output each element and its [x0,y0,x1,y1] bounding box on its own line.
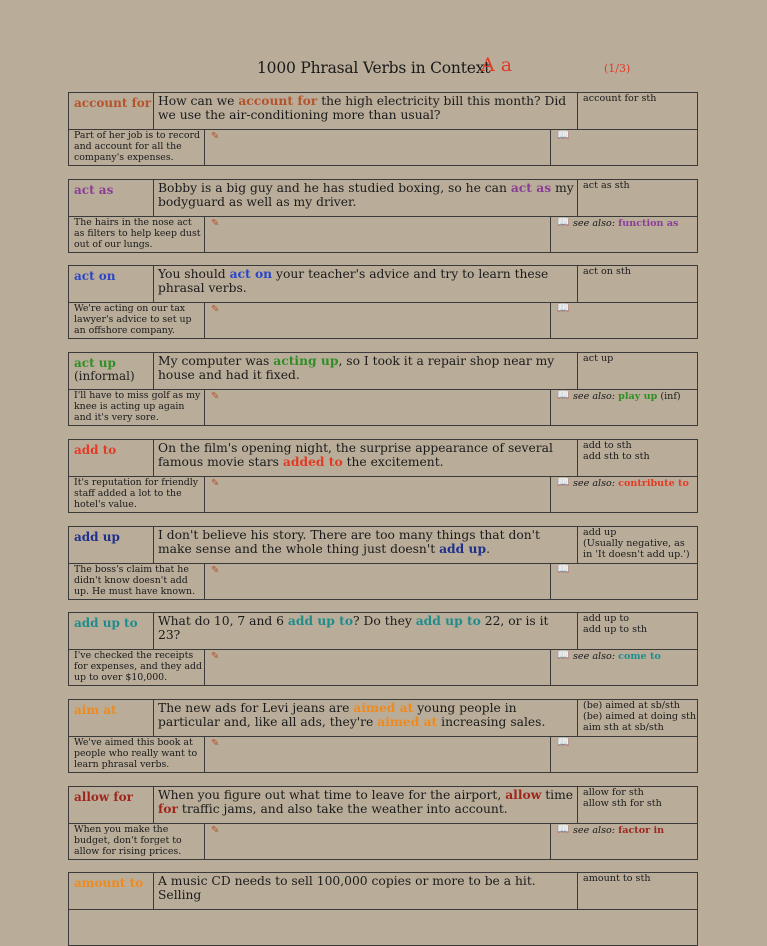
sentence-cell [154,180,578,216]
see-also-suffix: (inf) [657,391,681,402]
see-also-term[interactable]: contribute to [618,478,689,489]
pattern-line: account for sth [583,93,657,104]
register-note: (informal) [74,369,135,383]
entry-row [68,92,698,166]
page-title: 1000 Phrasal Verbs in Context [257,59,491,77]
pencil-icon: ✎ [211,825,220,836]
notes-cell[interactable] [205,650,551,685]
example2-cell [69,477,205,512]
example-sentence [158,701,574,729]
phrasal-verb: aim at [74,703,117,717]
pencil-icon: ✎ [211,738,220,749]
usage-pattern [583,613,697,635]
example2-cell [69,390,205,425]
notes-cell[interactable] [205,303,551,338]
sentence-cell [154,440,578,476]
usage-pattern [583,353,697,364]
example-sentence [158,614,574,642]
usage-pattern [583,440,697,462]
sentence-text: traffic jams, and also take the weather into account. [177,802,508,816]
pattern-line: allow sth for sth [583,798,662,809]
sentence-cell [154,93,578,129]
entry-sub-row [69,303,697,338]
pencil-icon: ✎ [211,131,220,142]
second-example: We're acting on our tax lawyer's advice to set up an offshore company. [74,303,192,336]
sentence-text: , so I took it a repair shop near my house and had it fixed. [158,354,555,382]
highlight-phrase: added to [282,454,343,469]
example2-cell [69,217,205,252]
entry-sub-row [69,564,697,599]
phrasal-verb: account for [74,96,152,110]
see-also-label: see also: [573,391,616,402]
see-also [573,391,681,402]
pattern-cell [578,527,697,563]
entry-sub-row [69,130,697,165]
entry-main-row [69,613,697,650]
phrasal-verb: act on [74,269,116,283]
highlight-phrase: acting up [273,353,339,368]
see-also-term[interactable]: function as [618,218,679,229]
pattern-cell [578,873,697,909]
sentence-text: I don't believe his story. There are too many things that don't make sense and the whole thing just doesn't [158,528,541,556]
pencil-icon: ✎ [211,391,220,402]
example-sentence [158,528,574,556]
pattern-line: aim sth at sb/sth [583,722,664,733]
sentence-text: the excitement. [342,455,444,469]
see-also-label: see also: [573,825,616,836]
section-letters: A a [481,54,513,76]
entry-main-row [69,527,697,564]
sentence-text: ? Do they [353,614,416,628]
example-sentence [158,94,574,122]
entry-sub-row [69,650,697,685]
pattern-cell [578,266,697,302]
pattern-cell [578,700,697,736]
sentence-cell [154,787,578,823]
book-icon: 📖 [557,390,570,401]
entry-main-row [69,873,697,910]
verb-cell [69,700,154,736]
pattern-line: (Usually negative, as in 'It doesn't add up.') [583,538,690,560]
pattern-cell [578,93,697,129]
phrasal-verb: add up [74,530,120,544]
entry-sub-row [69,390,697,425]
sentence-text: My computer was [158,354,274,368]
notes-cell[interactable] [205,824,551,859]
entry-row [68,352,698,426]
pattern-line: amount to sth [583,873,651,884]
pattern-line: (be) aimed at sb/sth [583,700,680,711]
example2-cell [69,650,205,685]
page-number: (1/3) [604,62,631,75]
phrasal-verb: amount to [74,876,144,890]
highlight-phrase: aimed at [377,714,438,729]
verb-cell [69,613,154,649]
entry-main-row [69,180,697,217]
book-icon: 📖 [557,824,570,835]
book-icon: 📖 [557,477,570,488]
example-sentence [158,874,574,902]
sentence-text: time [541,788,574,802]
see-also-cell [551,650,697,685]
highlight-phrase: act as [510,180,552,195]
sentence-text: your teacher's advice and try to learn these phrasal verbs. [158,267,549,295]
pencil-icon: ✎ [211,218,220,229]
sentence-text: 22, or is it 23? [158,614,549,642]
entry-main-row [69,353,697,390]
pattern-line: (be) aimed at doing sth [583,711,697,722]
see-also-term[interactable]: come to [618,651,661,662]
pattern-cell [578,353,697,389]
sentence-cell [154,527,578,563]
example2-cell [69,824,205,859]
book-icon: 📖 [557,564,570,575]
see-also-cell [551,130,697,165]
book-icon: 📖 [557,130,570,141]
usage-pattern [583,266,697,277]
entry-sub-row [69,477,697,512]
sentence-text: How can we [158,94,239,108]
example-sentence [158,267,574,295]
book-icon: 📖 [557,650,570,661]
entry-row [68,526,698,600]
verb-cell [69,266,154,302]
pattern-line: add up to sth [583,624,648,635]
see-also [573,218,678,229]
see-also-label: see also: [573,651,616,662]
book-icon: 📖 [557,217,570,228]
second-example: It's reputation for friendly staff added a lot to the hotel's value. [74,477,199,510]
see-also-cell [551,217,697,252]
entry-main-row [69,787,697,824]
pencil-icon: ✎ [211,651,220,662]
example2-cell [69,564,205,599]
see-also-cell [551,737,697,772]
entry-row [68,265,698,339]
see-also-cell [551,564,697,599]
sentence-text: my bodyguard as well as my driver. [158,181,574,209]
see-also-cell [551,390,697,425]
second-example: The hairs in the nose act as filters to help keep dust out of our lungs. [74,217,201,250]
see-also-cell [551,303,697,338]
notes-cell[interactable] [205,217,551,252]
usage-pattern [583,873,697,884]
usage-pattern [583,527,697,560]
see-also-label: see also: [573,478,616,489]
verb-cell [69,787,154,823]
highlight-phrase: add up [439,541,487,556]
usage-pattern [583,700,697,733]
pattern-cell [578,440,697,476]
usage-pattern [583,180,697,191]
example-sentence [158,441,574,469]
notes-cell[interactable] [205,477,551,512]
second-example: When you make the budget, don't forget to allow for rising prices. [74,824,182,857]
highlight-phrase: account for [238,93,318,108]
example-sentence [158,354,574,382]
see-also-cell [551,477,697,512]
highlight-phrase: add up to [415,613,481,628]
see-also-term[interactable]: factor in [618,825,665,836]
highlight-phrase: add up to [287,613,354,628]
highlight-phrase: allow [505,787,542,802]
sentence-cell [154,353,578,389]
entry-main-row [69,266,697,303]
phrasal-verb: act as [74,183,114,197]
verb-cell [69,180,154,216]
second-example: We've aimed this book at people who really want to learn phrasal verbs. [74,737,198,770]
see-also-term[interactable]: play up [618,391,658,402]
sentence-text: On the film's opening night, the surprise appearance of several famous movie stars [158,441,553,469]
example-sentence [158,181,574,209]
book-icon: 📖 [557,303,570,314]
sentence-text: When you figure out what time to leave for the airport, [158,788,506,802]
entry-row [68,872,698,946]
verb-cell [69,873,154,909]
entry-sub-row [69,217,697,252]
pattern-line: act on sth [583,266,631,277]
example2-cell [69,737,205,772]
second-example: Part of her job is to record and account for all the company's expenses. [74,130,200,163]
usage-pattern [583,93,697,104]
entry-main-row [69,93,697,130]
example-sentence [158,788,574,816]
second-example: The boss's claim that he didn't know doesn't add up. He must have known. [74,564,196,597]
verb-cell [69,353,154,389]
notes-cell[interactable] [205,564,551,599]
sentence-cell [154,700,578,736]
pattern-line: add up to [583,613,630,624]
highlight-phrase: act on [229,266,273,281]
entry-main-row [69,440,697,477]
sentence-cell [154,613,578,649]
sentence-text: A music CD needs to sell 100,000 copies or more to be a hit. Selling [158,874,536,902]
phrasal-verb: add to [74,443,117,457]
sentence-text: young people in particular and, like all ads, they're [158,701,517,729]
see-also-label: see also: [573,218,616,229]
sentence-text: Bobby is a big guy and he has studied boxing, so he can [158,181,511,195]
phrasal-verb: act up [74,356,116,370]
verb-cell [69,93,154,129]
see-also [573,651,661,662]
pattern-line: add up [583,527,617,538]
pencil-icon: ✎ [211,478,220,489]
example2-cell [69,303,205,338]
entry-row [68,786,698,860]
entry-row [68,439,698,513]
usage-pattern [583,787,697,809]
highlight-phrase: aimed at [353,700,414,715]
verb-cell [69,527,154,563]
sentence-text: What do 10, 7 and 6 [158,614,288,628]
entry-sub-row [69,737,697,772]
pattern-cell [578,787,697,823]
pattern-cell [578,613,697,649]
highlight-phrase: for [158,801,178,816]
entry-sub-row [69,824,697,859]
pencil-icon: ✎ [211,565,220,576]
sentence-text: The new ads for Levi jeans are [158,701,354,715]
example2-cell [69,130,205,165]
entry-row [68,179,698,253]
verb-cell [69,440,154,476]
pattern-cell [578,180,697,216]
sentence-text: . [486,542,490,556]
see-also-cell [551,824,697,859]
page-header [0,54,767,84]
sentence-text: the high electricity bill this month? Did we use the air-conditioning more than usual? [158,94,567,122]
sentence-text: increasing sales. [437,715,546,729]
sentence-cell [154,266,578,302]
pattern-line: add to sth [583,440,632,451]
pattern-line: act up [583,353,614,364]
second-example: I'll have to miss golf as my knee is acting up again and it's very sore. [74,390,201,423]
see-also [573,478,689,489]
sentence-text: You should [158,267,230,281]
sentence-cell [154,873,578,909]
notes-cell[interactable] [205,737,551,772]
pattern-line: act as sth [583,180,630,191]
pattern-line: add sth to sth [583,451,650,462]
see-also [573,825,664,836]
pattern-line: allow for sth [583,787,644,798]
pencil-icon: ✎ [211,304,220,315]
entry-row [68,612,698,686]
phrasal-verb: allow for [74,790,133,804]
entry-main-row [69,700,697,737]
entry-row [68,699,698,773]
notes-cell[interactable] [205,390,551,425]
second-example: I've checked the receipts for expenses, and they add up to over $10,000. [74,650,202,683]
book-icon: 📖 [557,737,570,748]
phrasal-verb: add up to [74,616,138,630]
notes-cell[interactable] [205,130,551,165]
